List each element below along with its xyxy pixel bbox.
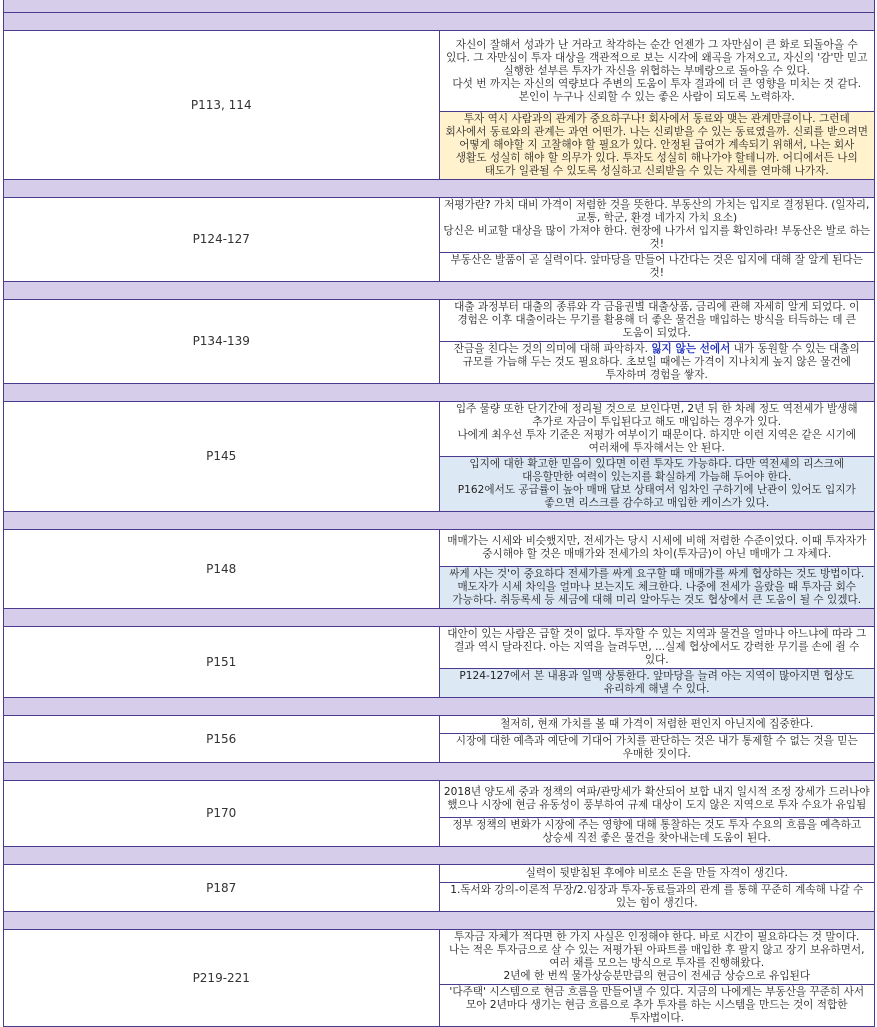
separator-row	[4, 912, 875, 930]
quote-cell: 철저히, 현재 가치를 볼 때 가격이 저렴한 편인지 아닌지에 집중한다.	[439, 716, 875, 734]
separator-row	[4, 512, 875, 530]
reflection-cell: 부동산은 발품이 곧 실력이다. 앞마당을 만들어 나간다는 것은 입지에 대해 잘 알게 된다는 것!	[439, 253, 875, 282]
note-row	[4, 930, 875, 985]
quote-cell: 저평가란? 가치 대비 가격이 저렴한 것을 뜻한다. 부동산의 가치는 입지로 결정된다. (일자리, 교통, 학군, 환경 네가지 가치 요소) 당신은 비교할 대상을 많이 가져야 한다. 현장에 나가서 입지를 확인하라! 부동산은 발로 하는 것!	[439, 198, 875, 253]
page-ref: P219-221	[4, 930, 440, 1027]
quote-cell: 투자금 자체가 적다면 한 가지 사실은 인정해야 한다. 바로 시간이 필요하다는 것 말이다. 나는 적은 투자금으로 살 수 있는 저평가된 아파트를 매입한 후 팔지 않고 장기 보유하면서, 여러 채를 모으는 방식으로 투자를 진행해왔다. 2년에 한 번씩 물가상승분만큼의 현금이 전세금 상승으로 유입된다	[439, 930, 875, 985]
note-row	[4, 781, 875, 818]
quote-cell: 2018년 양도세 중과 정책의 여파/관망세가 확산되어 보합 내지 일시적 조정 장세가 드러나야 했으나 시장에 현금 유동성이 풍부하여 규제 대상이 도지 않은 지역으로 투자 수요가 유입됨	[439, 781, 875, 818]
separator-row	[4, 0, 875, 13]
reflection-cell: 정부 정책의 변화가 시장에 주는 영향에 대해 통찰하는 것도 투자 수요의 흐름을 예측하고 상승세 직전 좋은 물건을 찾아내는데 도움이 된다.	[439, 818, 875, 847]
note-row	[4, 865, 875, 883]
separator-row	[4, 13, 875, 31]
quote-cell: 매매가는 시세와 비슷했지만, 전세가는 당시 시세에 비해 저렴한 수준이었다. 이때 투자자가 중시해야 할 것은 매매가와 전세가의 차이(투자금)이 아닌 매매가 그 자체다.	[439, 530, 875, 567]
page-ref: P187	[4, 865, 440, 912]
reflection-text-after: 내가 동원할 수 있는 대출의 규모를 가늠해 두는 것도 필요하다. 초보일 때에는 가격이 지나치게 높지 않은 물건에 투자하며 경험을 쌓자.	[462, 343, 860, 381]
separator-row	[4, 847, 875, 865]
separator-row	[4, 384, 875, 402]
reflection-cell: 시장에 대한 예측과 예단에 기대어 가치를 판단하는 것은 내가 통제할 수 없는 것을 믿는 우매한 짓이다.	[439, 734, 875, 763]
note-row	[4, 300, 875, 342]
page-ref: P151	[4, 627, 440, 698]
reflection-cell: 입지에 대한 확고한 믿음이 있다면 이런 투자도 가능하다. 다만 역전세의 리스크에 대응할만한 여력이 있는지를 확실하게 가늠해 두어야 한다. P162에서도 공급률이 높아 매매 답보 상태여서 임차인 구하기에 난관이 있어도 입지가 좋으면 리스크를 감수하고 매입한 케이스가 있다.	[439, 457, 875, 512]
reflection-cell: 투자 역시 사람과의 관계가 중요하구나! 회사에서 동료와 맺는 관계만큼이나. 그런데 회사에서 동료와의 관계는 과연 어떤가. 나는 신뢰받을 수 있는 동료였을까. 신뢰를 받으려면 어떻게 해야할 지 고찰해야 할 필요가 있다. 안정된 급여가 계속되기 위해서, 나는 회사 생활도 성실히 해야 할 의무가 있다. 투자도 성실히 해나가야 할테니까. 어디에서든 나의 태도가 일관될 수 있도록 성실하고 신뢰받을 수 있는 자세를 연마해 나가자.	[439, 112, 875, 180]
page-ref: P170	[4, 781, 440, 847]
reflection-text-before: 잔금을 친다는 것의 의미에 대해 파악하자.	[453, 343, 652, 355]
highlight-text: 잃지 않는 선에서	[651, 343, 731, 355]
separator-row	[4, 609, 875, 627]
quote-cell: 자신이 잘해서 성과가 난 거라고 착각하는 순간 언젠가 그 자만심이 큰 화로 되돌아올 수 있다. 그 자만심이 투자 대상을 객관적으로 보는 시각에 왜곡을 가져오고, 자신의 '감'만 믿고 실행한 섣부른 투자가 자신을 위협하는 부메랑으로 돌아올 수 있다. 다섯 번 까지는 자신의 역량보다 주변의 도움이 투자 결과에 더 큰 영향을 미치는 것 같다. 본인이 누구나 신뢰할 수 있는 좋은 사람이 되도록 노력하자.	[439, 31, 875, 112]
note-row	[4, 627, 875, 669]
quote-cell: 대안이 있는 사람은 급할 것이 없다. 투자할 수 있는 지역과 물건을 얼마나 아느냐에 따라 그 결과 역시 달라진다. 아는 지역을 늘려두면, ...실제 협상에서도 강력한 무기를 손에 쥘 수 있다.	[439, 627, 875, 669]
separator-row	[4, 763, 875, 781]
page-ref: P134-139	[4, 300, 440, 384]
note-row	[4, 31, 875, 112]
note-row	[4, 198, 875, 253]
page-ref: P148	[4, 530, 440, 609]
reading-notes-table	[3, 0, 875, 1027]
note-row	[4, 402, 875, 457]
reflection-cell: P124-127에서 본 내용과 일맥 상통한다. 앞마당을 늘려 아는 지역이 많아지면 협상도 유리하게 해낼 수 있다.	[439, 669, 875, 698]
separator-row	[4, 180, 875, 198]
reflection-cell	[439, 342, 875, 384]
reflection-cell: '다주택' 시스템으로 현금 흐름을 만들어낼 수 있다. 지금의 나에게는 부동산을 꾸준히 사서 모아 2년마다 생기는 현금 흐름으로 추가 투자를 하는 시스템을 만드는 것이 적합한 투자법이다.	[439, 985, 875, 1027]
separator-row	[4, 698, 875, 716]
quote-cell: 입주 물량 또한 단기간에 정리될 것으로 보인다면, 2년 뒤 한 차례 정도 역전세가 발생해 추가로 자금이 투입된다고 해도 매입하는 경우가 있다. 나에게 최우선 투자 기준은 저평가 여부이기 때문이다. 하지만 이런 지역은 같은 시기에 여러채에 투자해서는 안 된다.	[439, 402, 875, 457]
page-ref: P145	[4, 402, 440, 512]
separator-row	[4, 282, 875, 300]
reflection-cell: 1.독서와 강의-이론적 무장/2.임장과 투자-동료들과의 관계 를 통해 꾸준히 계속해 나갈 수 있는 힘이 생긴다.	[439, 883, 875, 912]
page-ref: P113, 114	[4, 31, 440, 180]
note-row	[4, 716, 875, 734]
quote-cell: 실력이 뒷받침된 후에야 비로소 돈을 만들 자격이 생긴다.	[439, 865, 875, 883]
quote-cell: 대출 과정부터 대출의 종류와 각 금융권별 대출상품, 금리에 관해 자세히 알게 되었다. 이 경험은 이후 대출이라는 무기를 활용해 더 좋은 물건을 매입하는 방식을 터득하는 데 큰 도움이 되었다.	[439, 300, 875, 342]
reflection-cell: 싸게 사는 것'이 중요하다 전세가를 싸게 요구할 때 매매가를 싸게 협상하는 것도 방법이다. 매도자가 시세 차익을 얼마나 보는지도 체크한다. 나중에 전세가 올랐을 때 투자금 회수 가능하다. 취등록세 등 세금에 대해 미리 알아두는 것도 협상에서 큰 도움이 될 수 있겠다.	[439, 567, 875, 609]
page-ref: P156	[4, 716, 440, 763]
page-ref: P124-127	[4, 198, 440, 282]
note-row	[4, 530, 875, 567]
